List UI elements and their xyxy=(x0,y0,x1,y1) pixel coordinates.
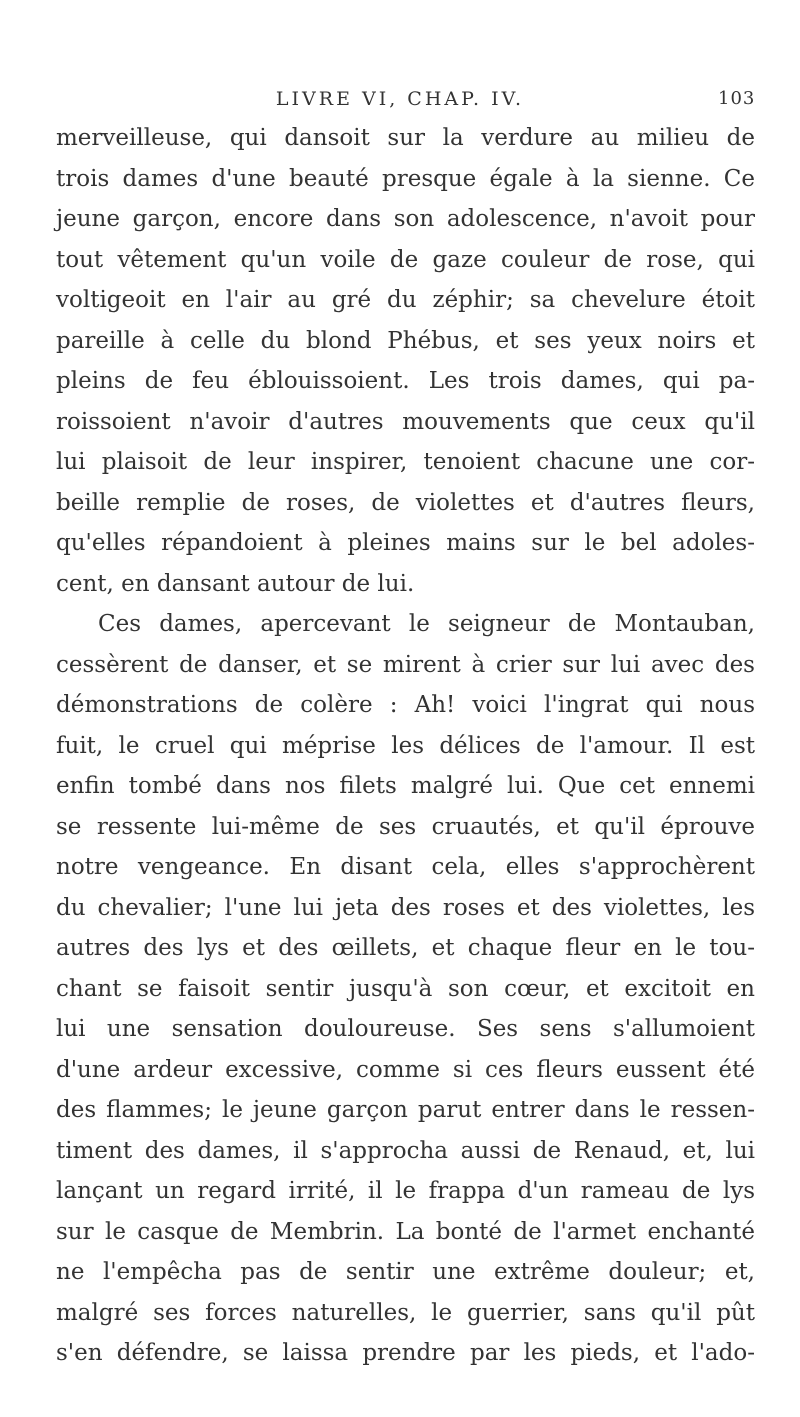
text-line: démonstrations de colère : Ah! voici l'ingrat qui nous xyxy=(56,692,755,718)
text-line: chant se faisoit sentir jusqu'à son cœur, et excitoit en xyxy=(56,975,755,1002)
text-line: Ces dames, apercevant le seigneur de Montauban, xyxy=(98,611,755,637)
text-line: trois dames d'une beauté presque égale à la sienne. Ce xyxy=(56,165,755,192)
text-line: enfin tombé dans nos filets malgré lui. Que cet ennemi xyxy=(56,773,755,799)
text-line: roissoient n'avoir d'autres mouvements que ceux qu'il xyxy=(56,408,755,435)
text-line: autres des lys et des œillets, et chaque fleur en le tou- xyxy=(56,935,755,961)
text-line: notre vengeance. En disant cela, elles s'approchèrent xyxy=(56,854,755,880)
text-line: lui une sensation douloureuse. Ses sens s'allumoient xyxy=(56,1016,755,1042)
running-head xyxy=(0,88,800,118)
page-number: 103 xyxy=(718,88,756,109)
text-line: du chevalier; l'une lui jeta des roses et des violettes, les xyxy=(56,894,755,921)
text-line: ne l'empêcha pas de sentir une extrême douleur; et, xyxy=(56,1259,755,1285)
text-line: jeune garçon, encore dans son adolescence, n'avoit pour xyxy=(56,206,755,232)
text-line: lui plaisoit de leur inspirer, tenoient chacune une cor- xyxy=(56,449,755,475)
text-line: voltigeoit en l'air au gré du zéphir; sa chevelure étoit xyxy=(56,287,755,313)
text-line: fuit, le cruel qui méprise les délices de l'amour. Il est xyxy=(56,732,755,759)
text-line: s'en défendre, se laissa prendre par les pieds, et l'ado- xyxy=(56,1340,755,1366)
text-line: timent des dames, il s'approcha aussi de Renaud, et, lui xyxy=(56,1137,755,1164)
text-line: qu'elles répandoient à pleines mains sur le bel adoles- xyxy=(56,530,755,556)
text-line: tout vêtement qu'un voile de gaze couleur de rose, qui xyxy=(56,246,755,273)
text-line: pareille à celle du blond Phébus, et ses yeux noirs et xyxy=(56,327,755,354)
text-line: beille remplie de roses, de violettes et d'autres fleurs, xyxy=(56,489,755,516)
text-line: se ressente lui-même de ses cruautés, et qu'il éprouve xyxy=(56,813,755,840)
text-line: cent, en dansant autour de lui. xyxy=(56,570,415,597)
text-line: pleins de feu éblouissoient. Les trois dames, qui pa- xyxy=(56,368,755,394)
text-line: des flammes; le jeune garçon parut entrer dans le ressen- xyxy=(56,1097,755,1123)
text-line: malgré ses forces naturelles, le guerrier, sans qu'il pût xyxy=(56,1299,755,1326)
text-line: cessèrent de danser, et se mirent à crier sur lui avec des xyxy=(56,651,755,678)
text-line: d'une ardeur excessive, comme si ces fleurs eussent été xyxy=(56,1056,755,1083)
running-head-title: LIVRE VI, CHAP. IV. xyxy=(275,88,525,110)
text-line: merveilleuse, qui dansoit sur la verdure au milieu de xyxy=(56,125,755,151)
text-line: lançant un regard irrité, il le frappa d'un rameau de lys xyxy=(56,1178,755,1204)
text-line: sur le casque de Membrin. La bonté de l'armet enchanté xyxy=(56,1218,755,1245)
